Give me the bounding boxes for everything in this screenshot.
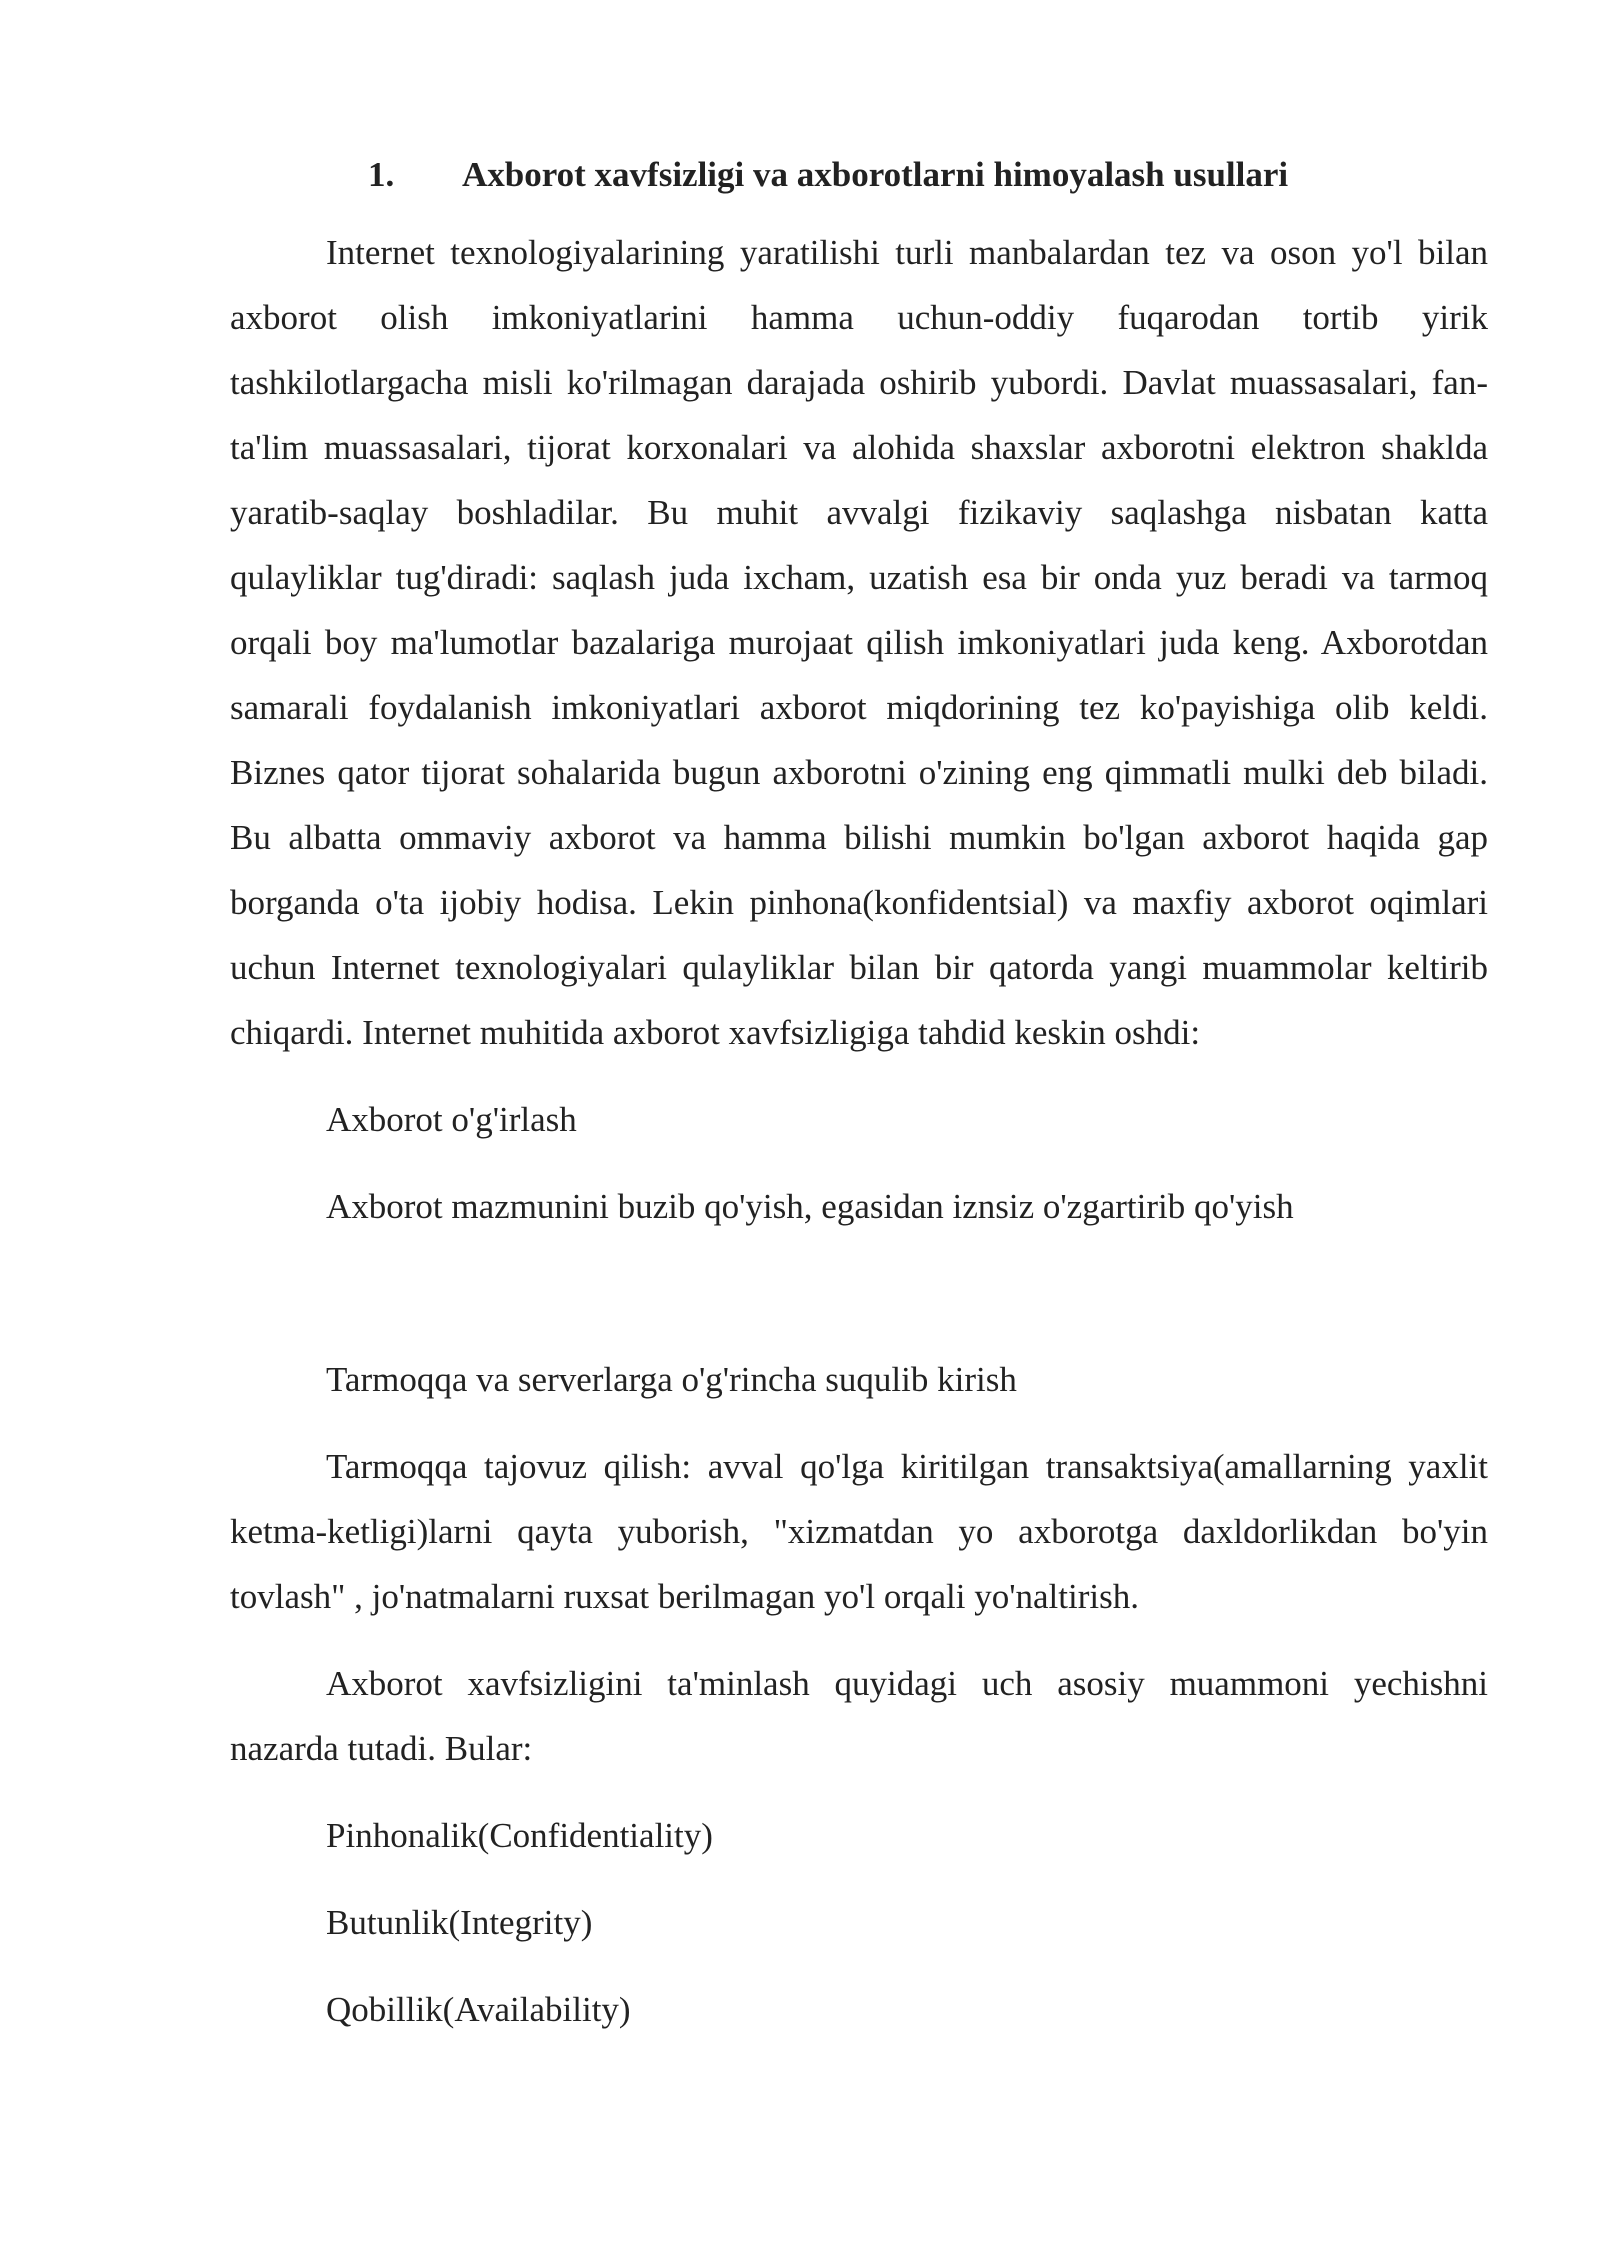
intro-paragraph: Internet texnologiyalarining yaratilishi turli manbalardan tez va oson yo'l bilan axborot olish imkoniyatlarini hamma uchun-oddiy fuqarodan tortib yirik tashkilotlargacha misli ko'rilmagan darajada oshirib yubordi. Davlat muassasalari, fan-ta'lim muassasalari, tijorat korxonalari va alohida shaxslar axborotni elektron shaklda yaratib-saqlay boshladilar. Bu muhit avvalgi fizikaviy saqlashga nisbatan katta qulayliklar tug'diradi: saqlash juda ixcham, uzatish esa bir onda yuz beradi va tarmoq orqali boy ma'lumotlar bazalariga murojaat qilish imkoniyatlari juda keng. Axborotdan samarali foydalanish imkoniyatlari axborot miqdorining tez ko'payishiga olib keldi. Biznes qator tijorat sohalarida bugun axborotni o'zining eng qimmatli mulki deb biladi. Bu albatta ommaviy axborot va hamma bilishi mumkin bo'lgan axborot haqida gap borganda o'ta ijobiy hodisa. Lekin pinhona(konfidentsial) va maxfiy axborot oqimlari uchun Internet texnologiyalari qulayliklar bilan bir qatorda yangi muammolar keltirib chiqardi. Internet muhitida axborot xavfsizligiga tahdid keskin oshdi: [230,233,1488,1052]
threat-item-tampering: Axborot mazmunini buzib qo'yish, egasidan iznsiz o'zgartirib qo'yish [326,1187,1294,1226]
document-body [230,145,1488,2042]
principle-item-availability: Qobillik(Availability) [326,1990,631,2029]
threat-item-theft: Axborot o'g'irlash [326,1100,577,1139]
section-title: Axborot xavfsizligi va axborotlarni himoyalash usullari [462,155,1289,194]
threat-item-intrusion: Tarmoqqa va serverlarga o'g'rincha suqulib kirish [326,1360,1017,1399]
principle-item-confidentiality: Pinhonalik(Confidentiality) [326,1816,713,1855]
section-heading [230,145,1488,205]
attack-paragraph: Tarmoqqa tajovuz qilish: avval qo'lga kiritilgan transaktsiya(amallarning yaxlit ketma-ketligi)larni qayta yuborish, "xizmatdan yo axborotga daxldorlikdan bo'yin tovlash" , jo'natmalarni ruxsat berilmagan yo'l orqali yo'naltirish. [230,1447,1488,1616]
principle-item-integrity: Butunlik(Integrity) [326,1903,593,1942]
security-paragraph: Axborot xavfsizligini ta'minlash quyidagi uch asosiy muammoni yechishni nazarda tutadi. Bular: [230,1664,1488,1768]
section-number: 1. [368,155,395,194]
